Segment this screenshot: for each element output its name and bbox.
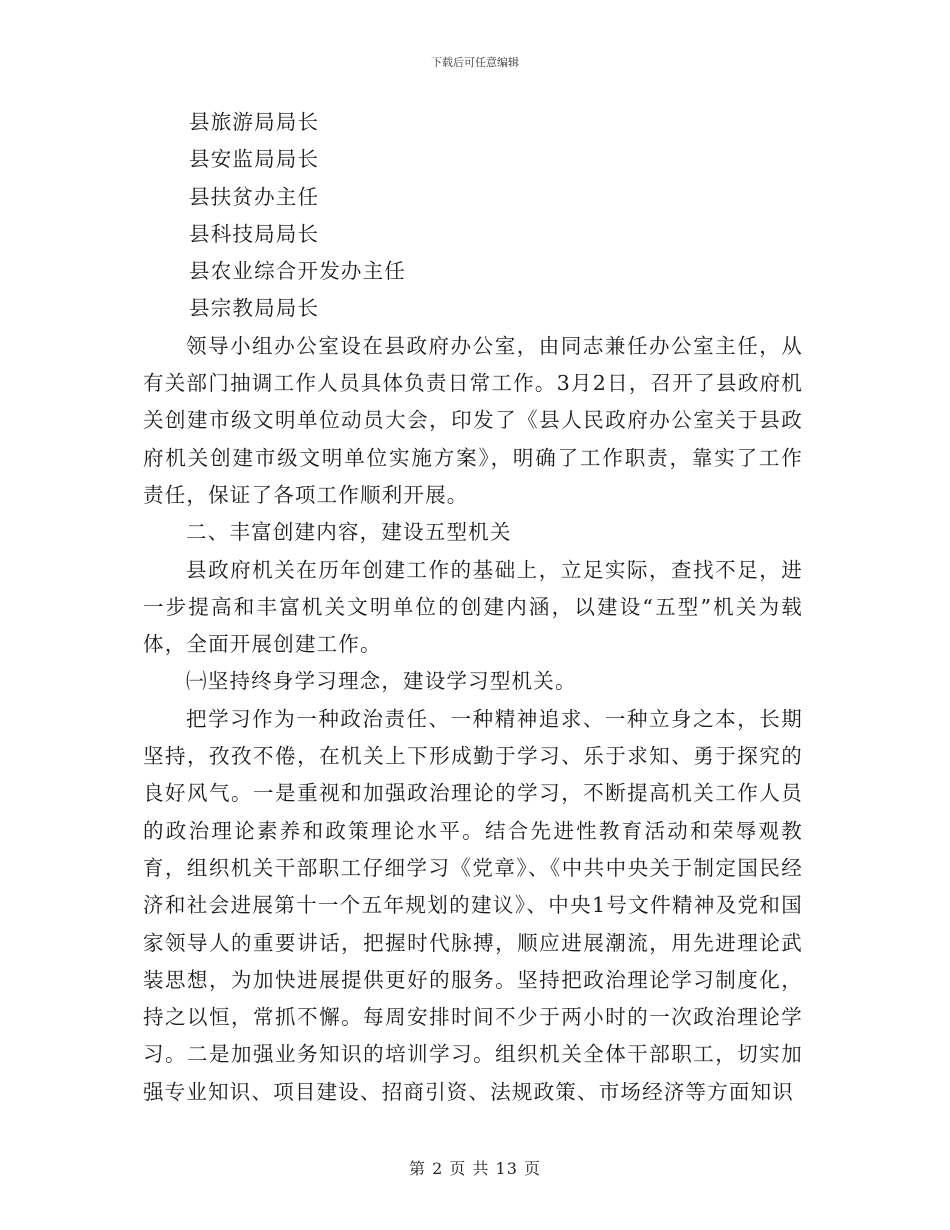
subsection-heading: ㈠坚持终身学习理念，建设学习型机关。: [186, 669, 577, 694]
page-number: 第 2 页 共 13 页: [409, 1159, 541, 1178]
paragraph-learning: 把学习作为一种政治责任、一种精神追求、一种立身之本，长期坚持，孜孜不倦，在机关上下形成勤于学习、乐于求知、勇于探究的良好风气。一是重视和加强政治理论的学习，不断提高机关工作人员的政治理论素养和政策理论水平。结合先进性教育活动和荣辱观教育，组织机关干部职工仔细学习《党章》、《中共中央关于制定国民经济和社会进展第十一个五年规划的建议》、中央1号文件精神及党和国家领导人的重要讲话，把握时代脉搏，顺应进展潮流，用先进理论武装思想，为加快进展提供更好的服务。坚持把政治理论学习制度化，持之以恒，常抓不懈。每周安排时间不少于两小时的一次政治理论学习。二是加强业务知识的培训学习。组织机关全体干部职工，切实加强专业知识、项目建设、招商引资、法规政策、市场经济等方面知识: [143, 706, 803, 1104]
list-item: 县安监局局长: [189, 147, 320, 172]
list-item: 县旅游局局长: [189, 110, 320, 134]
list-item: 县科技局局长: [189, 221, 320, 246]
list-item: 县扶贫办主任: [189, 184, 320, 209]
page-header-note: 下载后可任意编辑: [431, 56, 519, 69]
paragraph-office-setup: 领导小组办公室设在县政府办公室，由同志兼任办公室主任，从有关部门抽调工作人员具体负责日常工作。3月2日，召开了县政府机关创建市级文明单位动员大会，印发了《县人民政府办公室关于县政府机关创建市级文明单位实施方案》，明确了工作职责，靠实了工作责任，保证了各项工作顺利开展。: [143, 333, 803, 507]
list-item: 县宗教局局长: [189, 296, 320, 321]
section-heading: 二、丰富创建内容，建设五型机关: [186, 520, 512, 545]
document-body: [143, 104, 803, 1111]
list-item: 县农业综合开发办主任: [189, 259, 406, 284]
paragraph-intro: 县政府机关在历年创建工作的基础上，立足实际，查找不足，进一步提高和丰富机关文明单位的创建内涵，以建设“五型”机关为载体，全面开展创建工作。: [143, 557, 803, 657]
